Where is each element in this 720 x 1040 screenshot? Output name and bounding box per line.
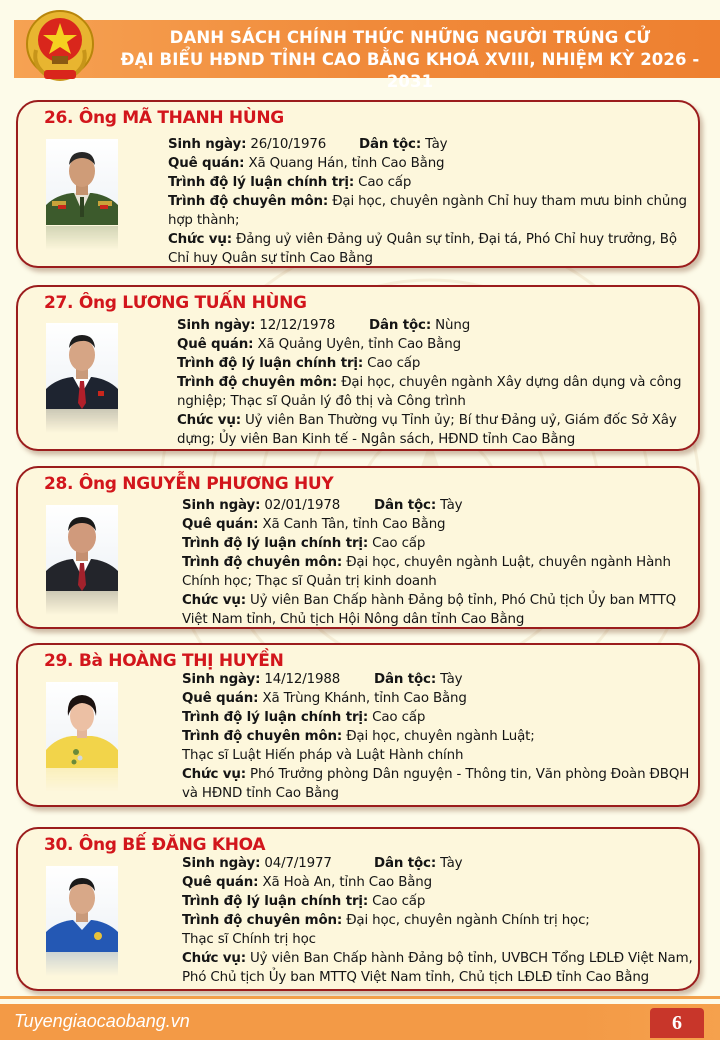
political-value: Cao cấp [372,536,426,551]
header-title-line2: ĐẠI BIỂU HĐND TỈNH CAO BẰNG KHOÁ XVIII, NHIỆM KỲ 2026 - 2031 [120,50,700,91]
birth-value: 04/7/1977 [264,856,332,871]
hometown-value: Xã Quang Hán, tỉnh Cao Bằng [248,156,445,171]
candidate-name: 26. Ông MÃ THANH HÙNG [44,108,284,128]
professional-value: Đại học, chuyên ngành Xây dựng dân dụng và công nghiệp; Thạc sĩ Quản lý đô thị và Công trình [177,375,682,409]
footer-divider [0,996,720,999]
political-label: Trình độ lý luận chính trị: [177,356,364,371]
ethnic-label: Dân tộc: [374,672,437,687]
hometown-value: Xã Canh Tân, tỉnh Cao Bằng [262,517,446,532]
professional-value: Đại học, chuyên ngành Chính trị học; [346,913,590,928]
professional-label: Trình độ chuyên môn: [182,729,343,744]
political-label: Trình độ lý luận chính trị: [168,175,355,190]
candidate-card [16,466,700,629]
birth-label: Sinh ngày: [182,498,261,513]
candidate-photo [46,505,118,591]
candidate-name: 29. Bà HOÀNG THỊ HUYỀN [44,651,284,671]
portrait-suit-icon [46,323,118,409]
candidate-card [16,827,700,991]
position-label: Chức vụ: [182,951,246,966]
position-value: Uỷ viên Ban Thường vụ Tỉnh ủy; Bí thư Đảng uỷ, Giám đốc Sở Xây dựng; Ủy viên Ban Kinh tế - Ngân sách, HĐND tỉnh Cao Bằng [177,413,677,447]
ethnic-value: Tày [440,498,463,513]
professional-value: Đại học, chuyên ngành Luật, chuyên ngành Hành Chính học; Thạc sĩ Quản trị kinh doanh [182,555,671,589]
candidate-info [182,854,702,987]
candidate-photo [46,682,118,768]
candidate-info [168,135,698,268]
national-emblem-icon [22,6,98,86]
candidate-photo-reflection [46,409,118,433]
header-title-line1: DANH SÁCH CHÍNH THỨC NHỮNG NGƯỜI TRÚNG CỬ [169,28,651,47]
birth-label: Sinh ngày: [168,137,247,152]
candidate-info [177,316,697,449]
portrait-military-icon [46,139,118,225]
political-label: Trình độ lý luận chính trị: [182,536,369,551]
portrait-suit-icon [46,505,118,591]
political-label: Trình độ lý luận chính trị: [182,710,369,725]
professional-value-line2: Thạc sĩ Luật Hiến pháp và Luật Hành chính [182,748,464,763]
footer-website-link[interactable]: Tuyengiaocaobang.vn [14,1011,190,1031]
candidate-name: 27. Ông LƯƠNG TUẤN HÙNG [44,293,307,313]
portrait-ao-dai-icon [46,682,118,768]
ethnic-value: Tày [440,672,463,687]
ethnic-label: Dân tộc: [359,137,422,152]
professional-value-line2: Thạc sĩ Chính trị học [182,932,316,947]
birth-value: 02/01/1978 [264,498,341,513]
professional-value: Đại học, chuyên ngành Chỉ huy tham mưu binh chủng hợp thành; [168,194,687,228]
ethnic-label: Dân tộc: [374,856,437,871]
candidate-info [182,496,698,629]
position-value: Uỷ viên Ban Chấp hành Đảng bộ tỉnh, UVBCH Tổng LĐLĐ Việt Nam, Phó Chủ tịch Ủy ban MTTQ Việt Nam tỉnh, Chủ tịch LĐLĐ tỉnh Cao Bằng [182,951,693,985]
ethnic-label: Dân tộc: [369,318,432,333]
candidate-photo-reflection [46,768,118,792]
birth-label: Sinh ngày: [182,856,261,871]
ethnic-value: Tày [425,137,448,152]
candidate-card [16,100,700,268]
professional-value: Đại học, chuyên ngành Luật; [346,729,535,744]
birth-value: 12/12/1978 [259,318,336,333]
position-label: Chức vụ: [168,232,232,247]
candidate-photo [46,866,118,952]
position-value: Uỷ viên Ban Chấp hành Đảng bộ tỉnh, Phó Chủ tịch Ủy ban MTTQ Việt Nam tỉnh, Chủ tịch Hội Nông dân tỉnh Cao Bằng [182,593,677,627]
position-value: Phó Trưởng phòng Dân nguyện - Thông tin, Văn phòng Đoàn ĐBQH và HĐND tỉnh Cao Bằng [182,767,690,801]
hometown-label: Quê quán: [182,691,259,706]
candidate-photo-reflection [46,952,118,976]
political-value: Cao cấp [372,710,426,725]
hometown-label: Quê quán: [168,156,245,171]
candidate-card [16,285,700,451]
hometown-value: Xã Trùng Khánh, tỉnh Cao Bằng [262,691,467,706]
professional-label: Trình độ chuyên môn: [182,913,343,928]
candidate-photo [46,323,118,409]
hometown-label: Quê quán: [182,875,259,890]
candidate-photo-reflection [46,591,118,615]
candidate-photo-reflection [46,226,118,250]
birth-label: Sinh ngày: [182,672,261,687]
political-label: Trình độ lý luận chính trị: [182,894,369,909]
candidate-name: 30. Ông BẾ ĐĂNG KHOA [44,835,266,855]
position-label: Chức vụ: [182,593,246,608]
candidate-photo [46,139,118,225]
political-value: Cao cấp [372,894,426,909]
page-header [0,0,720,91]
hometown-value: Xã Quảng Uyên, tỉnh Cao Bằng [257,337,461,352]
hometown-label: Quê quán: [182,517,259,532]
ethnic-value: Nùng [435,318,471,333]
ethnic-value: Tày [440,856,463,871]
candidate-name: 28. Ông NGUYỄN PHƯƠNG HUY [44,474,334,494]
political-value: Cao cấp [367,356,421,371]
professional-label: Trình độ chuyên môn: [177,375,338,390]
birth-label: Sinh ngày: [177,318,256,333]
page-number: 6 [650,1008,704,1038]
birth-value: 26/10/1976 [250,137,327,152]
hometown-label: Quê quán: [177,337,254,352]
portrait-union-shirt-icon [46,866,118,952]
position-label: Chức vụ: [177,413,241,428]
ethnic-label: Dân tộc: [374,498,437,513]
political-value: Cao cấp [358,175,412,190]
hometown-value: Xã Hoà An, tỉnh Cao Bằng [262,875,432,890]
position-value: Đảng uỷ viên Đảng uỷ Quân sự tỉnh, Đại tá, Phó Chỉ huy trưởng, Bộ Chỉ huy Quân sự tỉnh Cao Bằng [168,232,677,266]
professional-label: Trình độ chuyên môn: [168,194,329,209]
birth-value: 14/12/1988 [264,672,341,687]
candidate-card [16,643,700,807]
candidate-info [182,670,702,803]
professional-label: Trình độ chuyên môn: [182,555,343,570]
position-label: Chức vụ: [182,767,246,782]
